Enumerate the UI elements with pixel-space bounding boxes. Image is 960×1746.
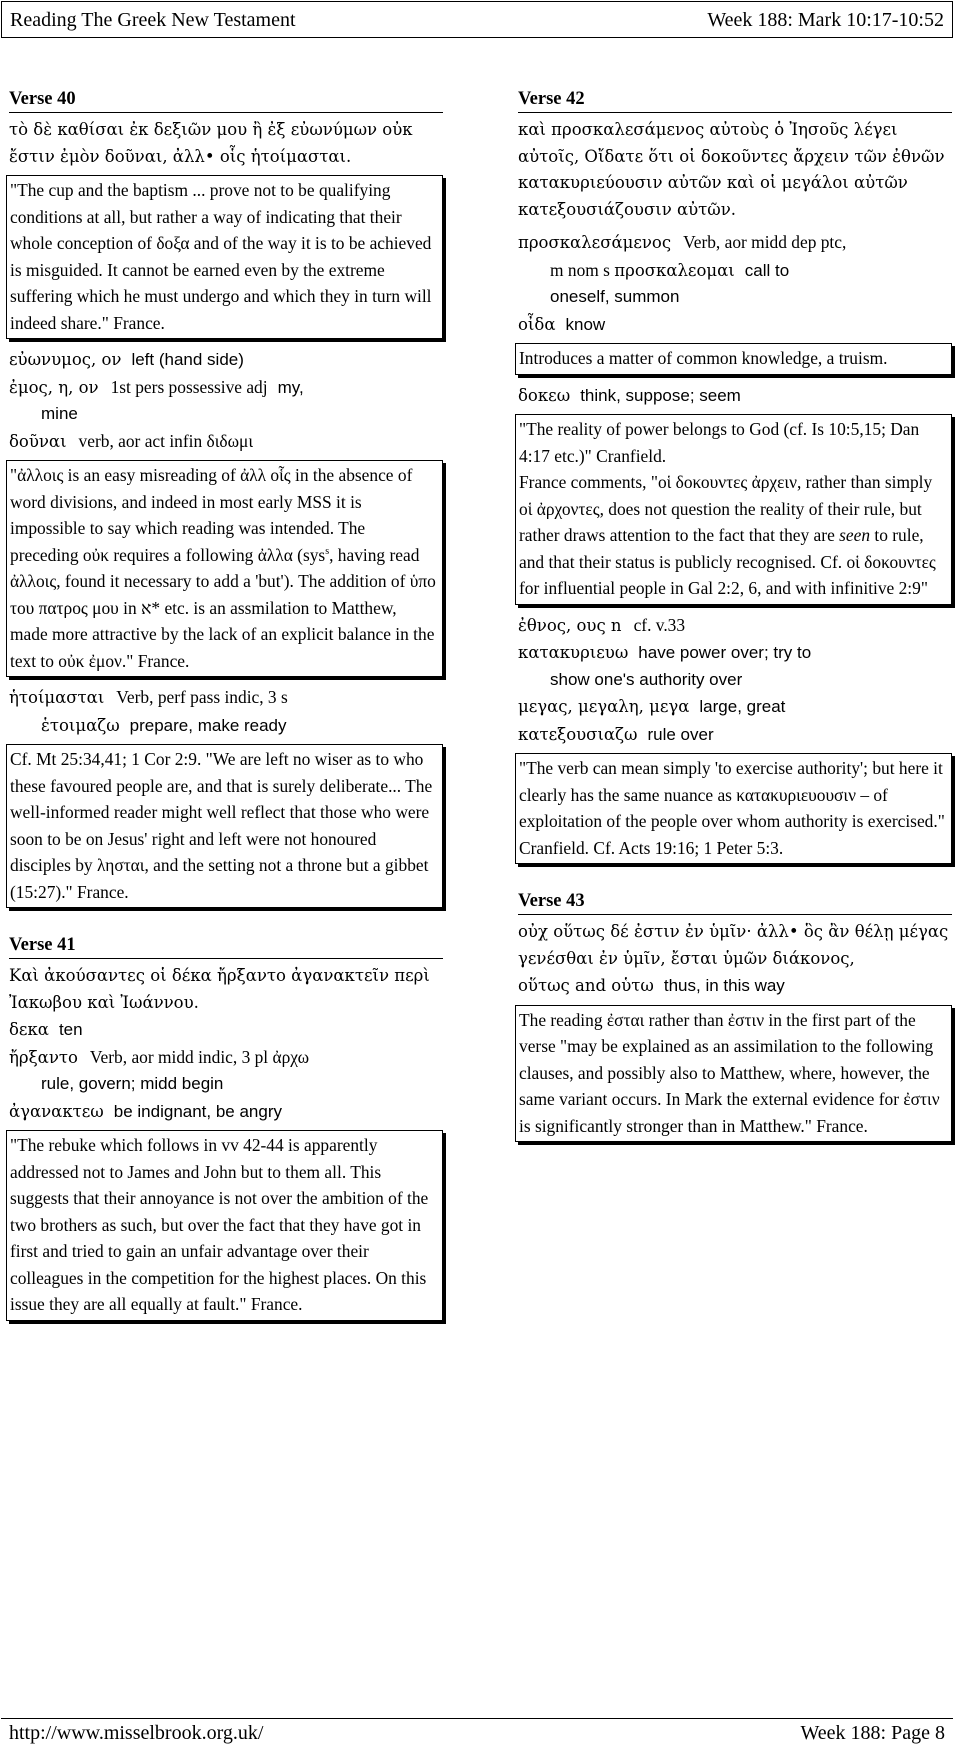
vocab-entry	[518, 612, 952, 640]
left-column	[9, 87, 443, 1328]
vocab-grammar: Verb, aor midd dep ptc,	[683, 232, 847, 252]
vocab-definition-cont: oneself, summon	[550, 287, 680, 306]
vocab-entry	[518, 257, 952, 285]
vocab-grammar: Verb, aor midd indic, 3 pl ἀρχω	[89, 1046, 310, 1067]
vocab-entry	[9, 1098, 443, 1126]
verse-43-note-1: The reading ἐσται rather than ἐστιν in the first part of the verse "may be explained as an assimilation to the following clauses, and possibly also to Matthew, where, however, the same variant occurs. In Mark the external evidence for ἐστιν is significantly stronger than in Matthew." France.	[515, 1005, 952, 1143]
vocab-word: ἑτοιμαζω	[41, 715, 120, 735]
vocab-word: κατακυριευω	[518, 643, 629, 662]
vocab-entry	[518, 721, 952, 749]
vocab-word: οἶδα	[518, 314, 556, 334]
vocab-word: ἐθνος, ους n	[518, 615, 622, 635]
vocab-word: μεγας, μεγαλη, μεγα	[518, 697, 690, 716]
verse-42-note-2: "The reality of power belongs to God (cf. Is 10:5,15; Dan 4:17 etc.)" Cranfield. France comments, "οἱ δοκουντες ἀρχειν, rather than simply οἱ ἀρχοντες, does not question the reality of their rule, but rather draws attention to the fact that they are seen to rule, and that their status is publicly recognised. Cf. οἱ δοκουντες for influential people in Gal 2:2, 6, and with infinitive 2:9"	[515, 414, 952, 605]
vocab-definition: have power over; try to	[638, 643, 812, 662]
vocab-word: προσκαλεσάμενος	[518, 233, 672, 252]
verse-40-note-1: "The cup and the baptism ... prove not to be qualifying conditions at all, but rather a way of indicating that their whole conception of δοξα and of the way it is to be achieved is misguided. It cannot be earned even by the extreme suffering which he must undergo and which they in turn will indeed share." France.	[6, 175, 443, 339]
vocab-definition: rule over	[647, 724, 714, 744]
vocab-definition: be indignant, be angry	[113, 1101, 283, 1121]
verse-43-heading: Verse 43	[518, 889, 952, 915]
vocab-grammar: 1st pers possessive adj	[110, 376, 268, 397]
verse-42-heading: Verse 42	[518, 87, 952, 113]
vocab-word: ἀγανακτεω	[9, 1101, 104, 1121]
vocab-entry	[518, 972, 952, 1000]
vocab-word: κατεξουσιαζω	[518, 724, 638, 744]
vocab-entry	[518, 639, 952, 667]
vocab-word: δοκεω	[518, 385, 571, 405]
vocab-definition-cont: rule, govern; midd begin	[41, 1074, 224, 1093]
vocab-word: ἡτοίμασται	[9, 688, 105, 707]
vocab-definition: prepare, make ready	[129, 715, 287, 735]
vocab-word: δοῦναι	[9, 431, 67, 451]
verse-41-greek: Καὶ ἀκούσαντες οἱ δέκα ἤρξαντο ἀγανακτεῖν περὶ Ἰακωβου καὶ Ἰωάννου.	[9, 966, 430, 1012]
vocab-definition-cont: show one's authority over	[550, 669, 743, 689]
vocab-word: ἐμος, η, ον	[9, 377, 99, 397]
vocab-word: εὐωνυμος, ον	[9, 350, 122, 369]
vocab-grammar: verb, aor act infin διδωμι	[78, 430, 254, 451]
vocab-definition: my,	[277, 377, 304, 397]
vocab-entry	[9, 374, 443, 402]
footer-page-number: Week 188: Page 8	[800, 1722, 945, 1744]
header-title: Reading The Greek New Testament	[10, 9, 296, 31]
vocab-word: οὕτως and οὑτω	[518, 976, 654, 995]
right-column	[518, 87, 952, 1149]
vocab-definition: know	[565, 314, 606, 334]
vocab-definition: large, great	[699, 697, 786, 716]
vocab-entry	[9, 428, 443, 456]
verse-42-note-3: "The verb can mean simply 'to exercise authority'; but here it clearly has the same nuance as κατακυριευουσιν – of exploitation of the people over whom authority is exercised." Cranfield. Cf. Acts 19:16; 1 Peter 5:3.	[515, 753, 952, 864]
header-week: Week 188: Mark 10:17-10:52	[707, 9, 944, 31]
vocab-entry	[9, 712, 443, 740]
vocab-entry	[518, 382, 952, 410]
vocab-entry	[518, 311, 952, 339]
vocab-entry	[9, 1016, 443, 1044]
verse-40-heading: Verse 40	[9, 87, 443, 113]
verse-41-heading: Verse 41	[9, 933, 443, 959]
vocab-definition: ten	[58, 1020, 83, 1039]
vocab-entry	[518, 693, 952, 721]
page-header	[1, 1, 953, 38]
verse-40-note-2: "ἀλλοις is an easy misreading of ἀλλ οἷς in the absence of word divisions, and indeed in most early MSS it is impossible to say which reading was intended. The preceding οὐκ requires a following ἀλλα (sys$^s$, having read ἀλλοις, found it necessary to add a 'but'). The addition of ὑπο του πατρος μου in א* etc. is an assmilation to Matthew, made more attractive by the lack of an explicit balance in the text to οὐκ ἐμον." France.	[6, 460, 443, 677]
vocab-definition: thus, in this way	[663, 976, 785, 995]
vocab-entry	[9, 684, 443, 712]
verse-42-note-1: Introduces a matter of common knowledge, a truism.	[515, 343, 952, 375]
vocab-grammar: cf. v.33	[633, 614, 686, 635]
verse-40-note-3: Cf. Mt 25:34,41; 1 Cor 2:9. "We are left no wiser as to who these favoured people are, and that is surely deliberate... The well-informed reader might well reflect that those who were soon to be on Jesus' right and left were not honoured disciples by λησται, and the setting not a throne but a gibbet (15:27)." France.	[6, 744, 443, 908]
vocab-grammar: m nom s	[550, 259, 610, 280]
vocab-word: δεκα	[9, 1020, 49, 1039]
verse-42-greek: καὶ προσκαλεσάμενος αὐτοὺς ὁ Ἰησοῦς λέγει αὐτοῖς, Οἴδατε ὅτι οἱ δοκοῦντες ἄρχειν τῶν ἐθνῶν κατακυριεύουσιν αὐτῶν καὶ οἱ μεγάλοι αὐτῶν κατεξουσιάζουσιν αὐτῶν.	[518, 120, 945, 219]
verse-40-greek: τὸ δὲ καθίσαι ἐκ δεξιῶν μου ἢ ἐξ εὐωνύμων οὐκ ἔστιν ἐμὸν δοῦναι, ἀλλ• οἷς ἡτοίμασται.	[9, 120, 413, 166]
page-footer	[1, 1718, 953, 1746]
vocab-entry	[9, 1044, 443, 1072]
vocab-entry	[9, 346, 443, 374]
vocab-word: ἤρξαντο	[9, 1047, 78, 1067]
vocab-definition: call to	[744, 260, 790, 280]
verse-41-note-1: "The rebuke which follows in vv 42-44 is apparently addressed not to James and John but to them all. This suggests that their annoyance is not over the ambition of the two brothers as such, but over the fact that they have got in first and tried to gain an unfair advantage over their colleagues in the competition for the highest places. On this issue they are all equally at fault." France.	[6, 1130, 443, 1321]
vocab-definition: think, suppose; seem	[580, 385, 741, 405]
vocab-definition-cont: mine	[41, 404, 78, 423]
footer-url[interactable]: http://www.misselbrook.org.uk/	[9, 1722, 264, 1744]
vocab-grammar: Verb, perf pass indic, 3 s	[116, 687, 288, 707]
vocab-entry	[518, 229, 952, 257]
verse-43-greek: οὐχ οὕτως δέ ἐστιν ἐν ὑμῖν· ἀλλ• ὃς ἂν θέλῃ μέγας γενέσθαι ἐν ὑμῖν, ἔσται ὑμῶν διάκονος,	[518, 922, 949, 968]
vocab-definition: left (hand side)	[131, 350, 244, 369]
vocab-word: προσκαλεομαι	[614, 260, 735, 280]
